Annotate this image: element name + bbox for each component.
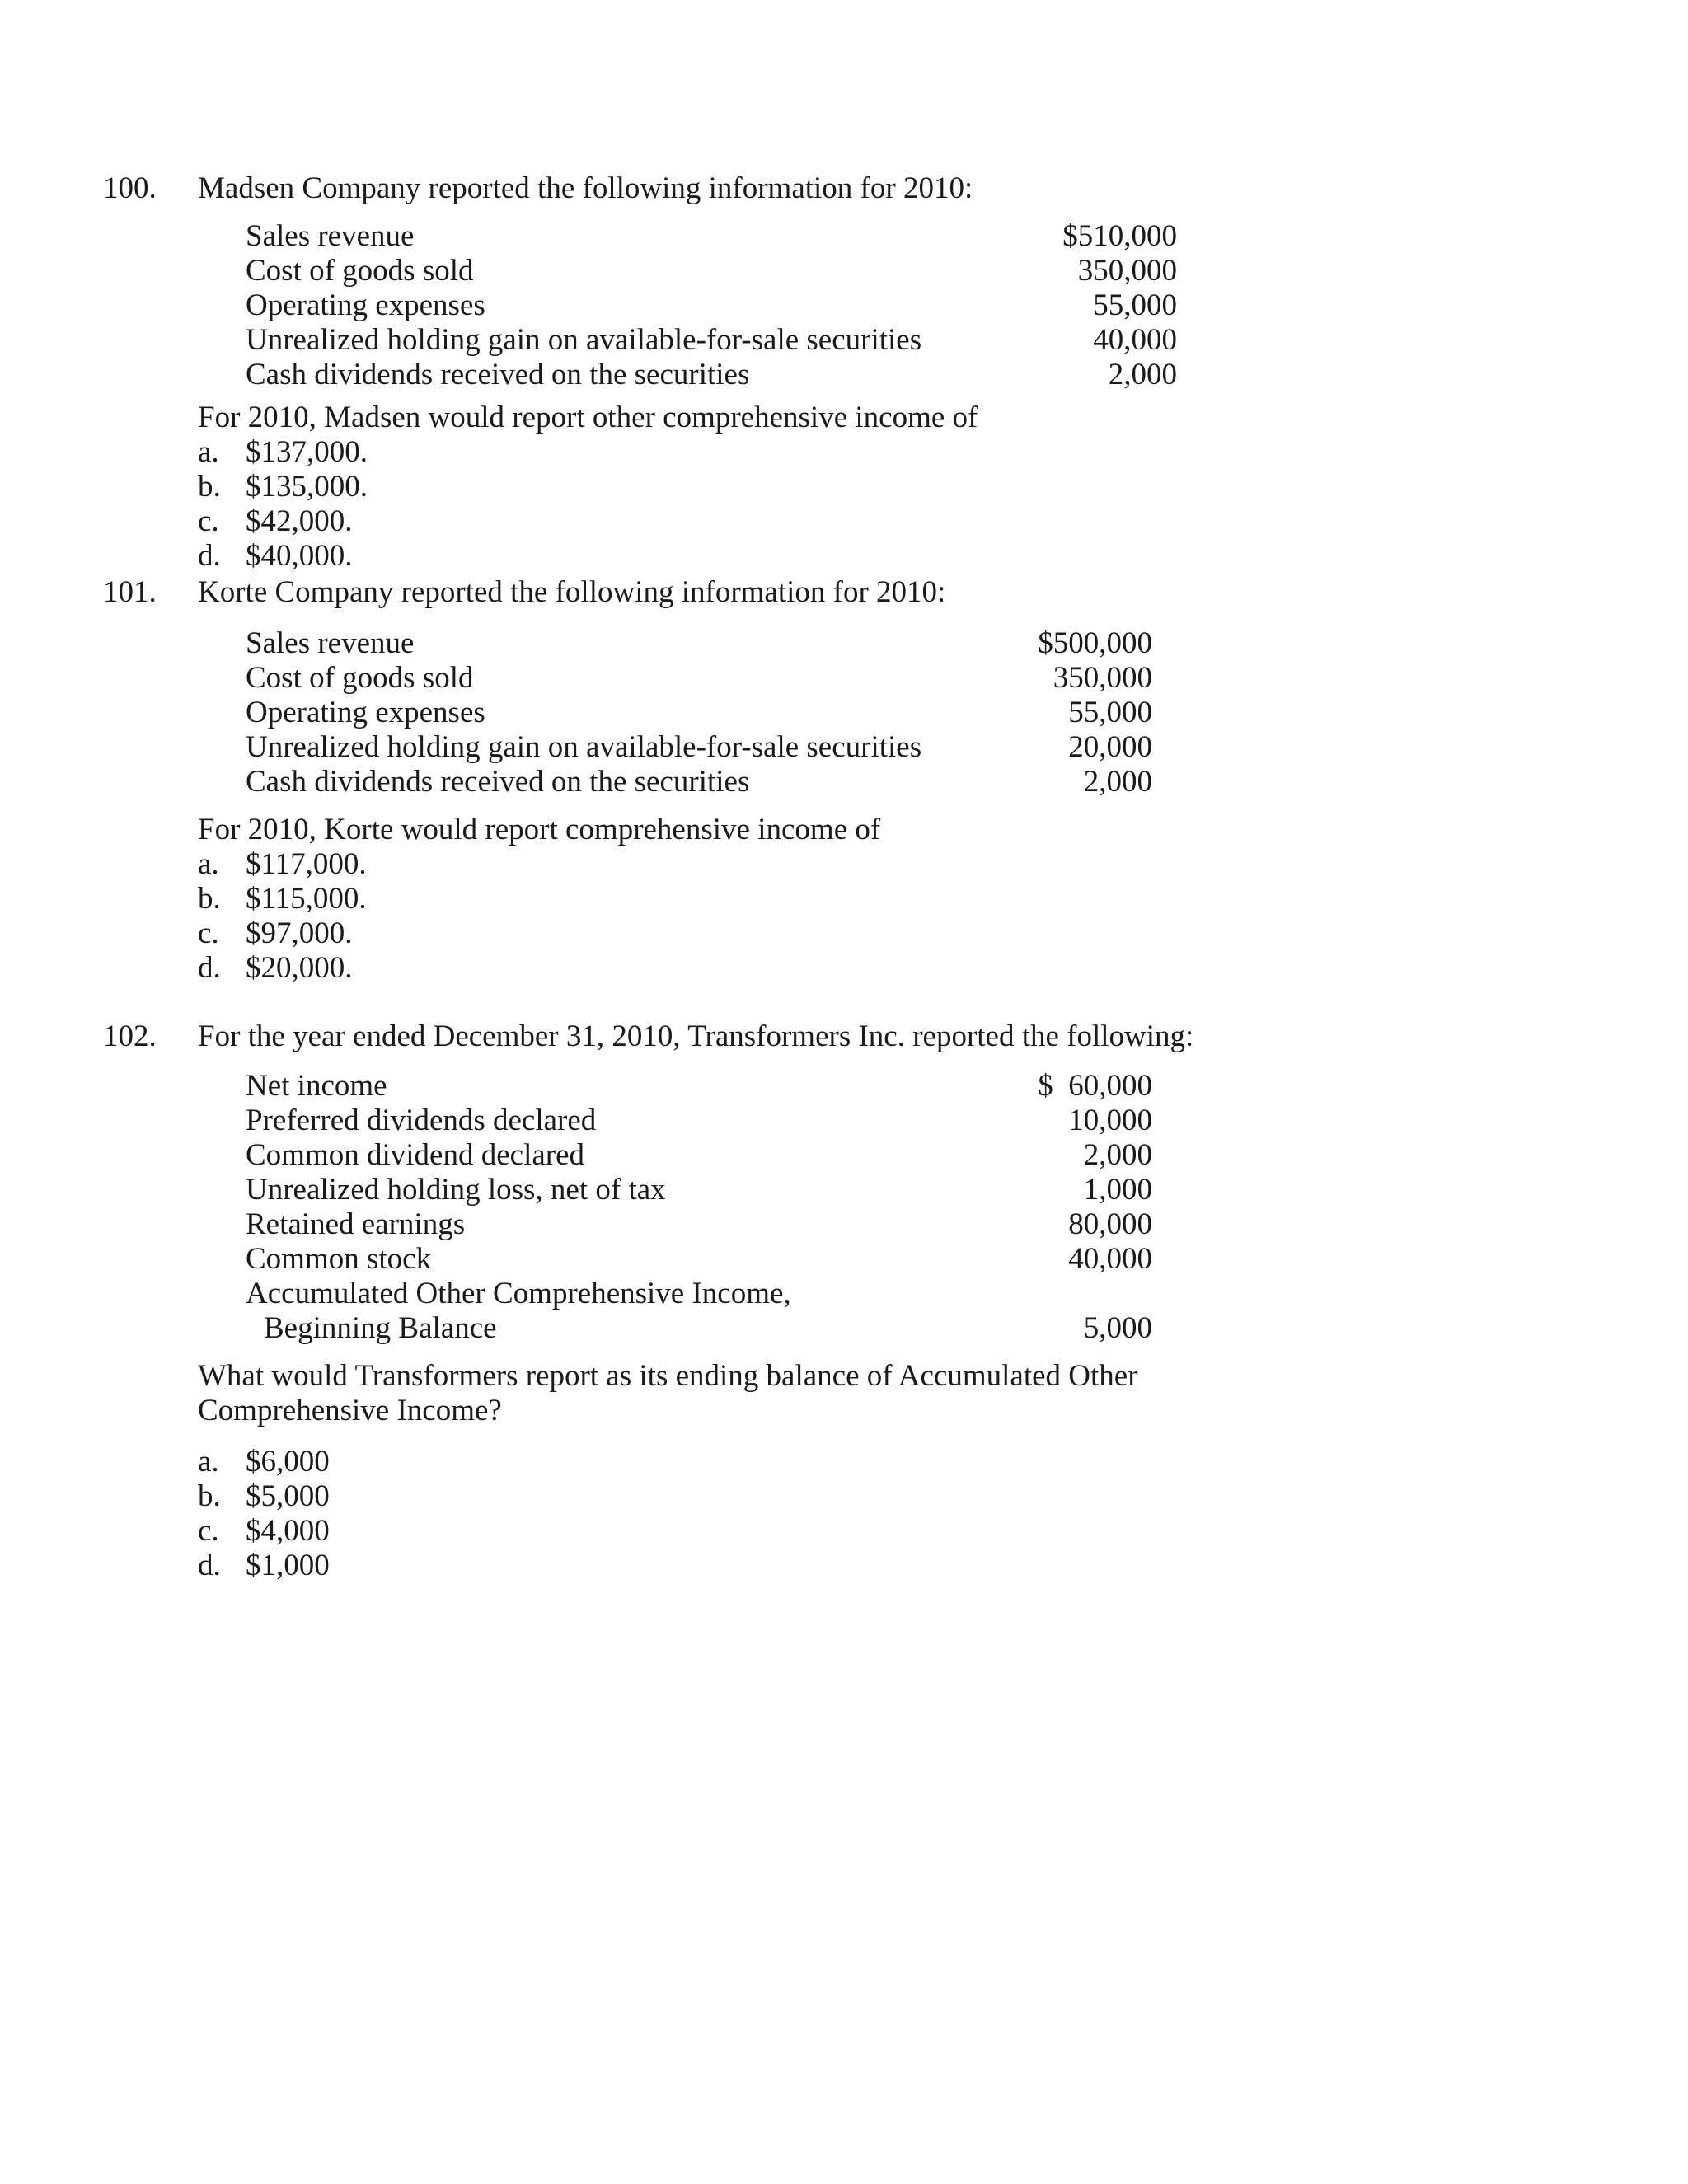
question-prompt-line: Comprehensive Income?	[198, 1394, 502, 1427]
question-prompt: For 2010, Madsen would report other comprehensive income of	[198, 401, 978, 434]
row-label: Cash dividends received on the securities	[246, 765, 750, 799]
choice-letter: d.	[198, 539, 221, 573]
row-amount: 350,000	[1053, 661, 1152, 695]
choice-letter: c.	[198, 916, 219, 950]
choice-text: $97,000.	[246, 916, 353, 950]
row-amount: 5,000	[1083, 1311, 1152, 1345]
row-amount: $510,000	[1062, 219, 1177, 253]
row-amount: 40,000	[1093, 323, 1177, 357]
row-label: Sales revenue	[246, 626, 415, 660]
question-prompt-line: What would Transformers report as its ending balance of Accumulated Other	[198, 1359, 1138, 1393]
choice-text: $42,000.	[246, 504, 353, 538]
question-number: 102.	[103, 1019, 157, 1053]
row-amount: 2,000	[1108, 358, 1177, 391]
choice-letter: a.	[198, 1445, 219, 1479]
row-amount: 55,000	[1068, 696, 1152, 729]
row-amount: 55,000	[1093, 288, 1177, 322]
choice-text: $20,000.	[246, 951, 353, 985]
row-label: Unrealized holding gain on available-for-sale securities	[246, 323, 922, 357]
choice-text: $6,000	[246, 1445, 330, 1479]
question-number: 101.	[103, 575, 157, 609]
row-label: Unrealized holding gain on available-for-sale securities	[246, 730, 922, 764]
row-amount: $500,000	[1038, 626, 1152, 660]
row-label: Common stock	[246, 1242, 432, 1276]
row-amount: 20,000	[1068, 730, 1152, 764]
question-stem: For the year ended December 31, 2010, Transformers Inc. reported the following:	[198, 1019, 1194, 1053]
row-label: Retained earnings	[246, 1207, 466, 1241]
row-label: Operating expenses	[246, 696, 485, 729]
row-amount: 1,000	[1083, 1173, 1152, 1207]
row-amount: 2,000	[1083, 765, 1152, 799]
choice-letter: b.	[198, 882, 221, 916]
choice-text: $117,000.	[246, 847, 367, 881]
choice-text: $40,000.	[246, 539, 353, 573]
choice-text: $5,000	[246, 1479, 330, 1513]
choice-text: $135,000.	[246, 470, 368, 504]
choice-text: $137,000.	[246, 435, 368, 469]
question-prompt: For 2010, Korte would report comprehensive income of	[198, 813, 881, 846]
choice-letter: c.	[198, 1514, 219, 1548]
question-prompt	[198, 1359, 1138, 1428]
choice-text: $1,000	[246, 1549, 330, 1582]
choice-letter: a.	[198, 435, 219, 469]
row-label: Cash dividends received on the securities	[246, 358, 750, 391]
row-amount: 2,000	[1083, 1138, 1152, 1172]
row-label: Preferred dividends declared	[246, 1104, 597, 1137]
row-label: Cost of goods sold	[246, 661, 474, 695]
choice-letter: c.	[198, 504, 219, 538]
row-label: Unrealized holding loss, net of tax	[246, 1173, 666, 1207]
row-label: Operating expenses	[246, 288, 485, 322]
choice-letter: d.	[198, 951, 221, 985]
row-amount: $ 60,000	[1038, 1069, 1152, 1103]
choice-text: $115,000.	[246, 882, 367, 916]
choice-text: $4,000	[246, 1514, 330, 1548]
question-stem: Korte Company reported the following information for 2010:	[198, 575, 946, 609]
row-amount: 350,000	[1077, 254, 1177, 288]
row-label: Net income	[246, 1069, 387, 1103]
choice-letter: a.	[198, 847, 219, 881]
choice-letter: b.	[198, 1479, 221, 1513]
choice-letter: b.	[198, 470, 221, 504]
row-amount: 10,000	[1068, 1104, 1152, 1137]
row-label: Beginning Balance	[264, 1311, 497, 1345]
row-amount: 80,000	[1068, 1207, 1152, 1241]
row-label: Accumulated Other Comprehensive Income,	[246, 1277, 791, 1310]
question-number: 100.	[103, 171, 157, 205]
question-stem: Madsen Company reported the following information for 2010:	[198, 171, 973, 205]
choice-letter: d.	[198, 1549, 221, 1582]
row-label: Cost of goods sold	[246, 254, 474, 288]
row-amount: 40,000	[1068, 1242, 1152, 1276]
row-label: Sales revenue	[246, 219, 415, 253]
row-label: Common dividend declared	[246, 1138, 585, 1172]
